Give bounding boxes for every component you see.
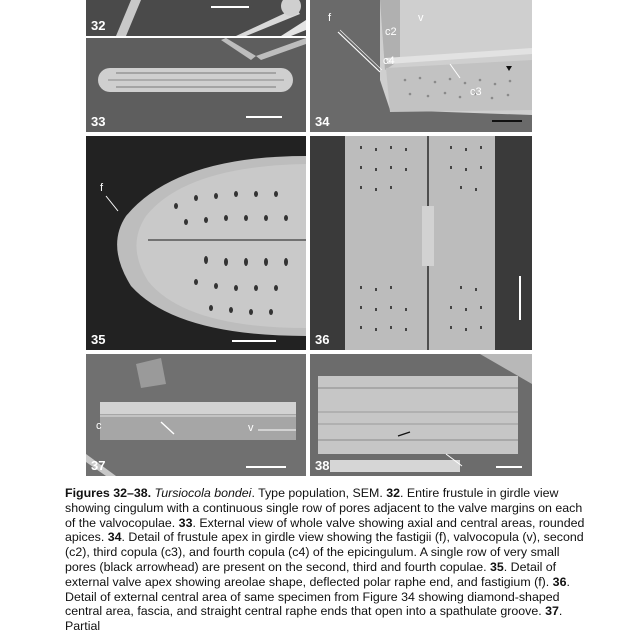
caption-text: . Type population, SEM. [251,486,387,500]
panel-35-micrograph [86,136,306,350]
panel-32 [86,0,306,36]
figure-caption [65,486,585,634]
scale-bar [232,340,276,342]
caption-ref-33: 33 [178,515,193,530]
caption-ref-32: 32 [386,486,401,500]
scale-bar [211,6,249,8]
scale-bar [519,276,521,320]
label-c3: c3 [470,86,482,98]
figure-label: Figures 32–38. [65,486,152,500]
caption-text: . Detail of external valve apex showing areolae shape, deflected polar raphe end, and fastigium (f). [65,559,557,589]
label-v: v [248,422,254,434]
panel-33-micrograph [86,38,306,132]
label-v: v [418,12,424,24]
panel-38-micrograph [310,354,532,476]
caption-text: . Detail of external central area of same specimen from Figure 34 showing diamond-shaped central area, fascia, and straight central raphe ends that open into a spathulate groove. [65,574,570,619]
scale-bar [492,120,522,122]
frustule-top [100,402,296,414]
label-c: c [96,420,102,432]
panel-37 [86,354,306,476]
label-c2: c2 [385,26,397,38]
panel-33-number: 33 [91,114,106,129]
label-f: f [328,12,332,24]
panel-35 [86,136,306,350]
panel-32-number: 32 [91,18,106,33]
caption-text: . Detail of frustule apex in girdle view showing the fastigii (f), valvocopula (v), second (c2), third copula (c3), and fourth copula (c4) of the epicingulum. A single row of very small pores (black arrowhead) are present on the second, third and fourth copulae. [65,530,584,574]
caption-ref-37: 37 [545,604,559,619]
panel-36-number: 36 [315,332,330,347]
scale-bar [246,466,286,468]
panel-36 [310,136,532,350]
panel-38 [310,354,532,476]
panel-35-number: 35 [91,332,106,347]
caption-ref-35: 35 [489,559,504,574]
panel-32-micrograph [86,0,306,36]
caption-text: . Partial [65,604,563,634]
caption-ref-36: 36 [552,574,567,589]
scale-bar [246,116,282,118]
caption-text: . External view of whole valve showing axial and central areas, rounded apices. [65,515,585,545]
label-f: f [100,182,104,194]
valve-central-area [345,136,495,350]
label-c4: c4 [383,55,395,67]
scale-bar [496,466,522,468]
panel-37-number: 37 [91,458,106,473]
panel-33 [86,38,306,132]
panel-38-number: 38 [315,458,330,473]
panel-34-number: 34 [315,114,330,129]
panel-37-micrograph [86,354,306,476]
species-name: Tursiocola bondei [154,486,252,500]
panel-34 [310,0,532,132]
caption-ref-34: 34 [107,530,122,545]
panel-36-micrograph [310,136,532,350]
caption-text: . Entire frustule in girdle view showing cingulum with a continuous single row of pores adjacent to the valve margins on each of the valvocopulae. [65,486,583,530]
